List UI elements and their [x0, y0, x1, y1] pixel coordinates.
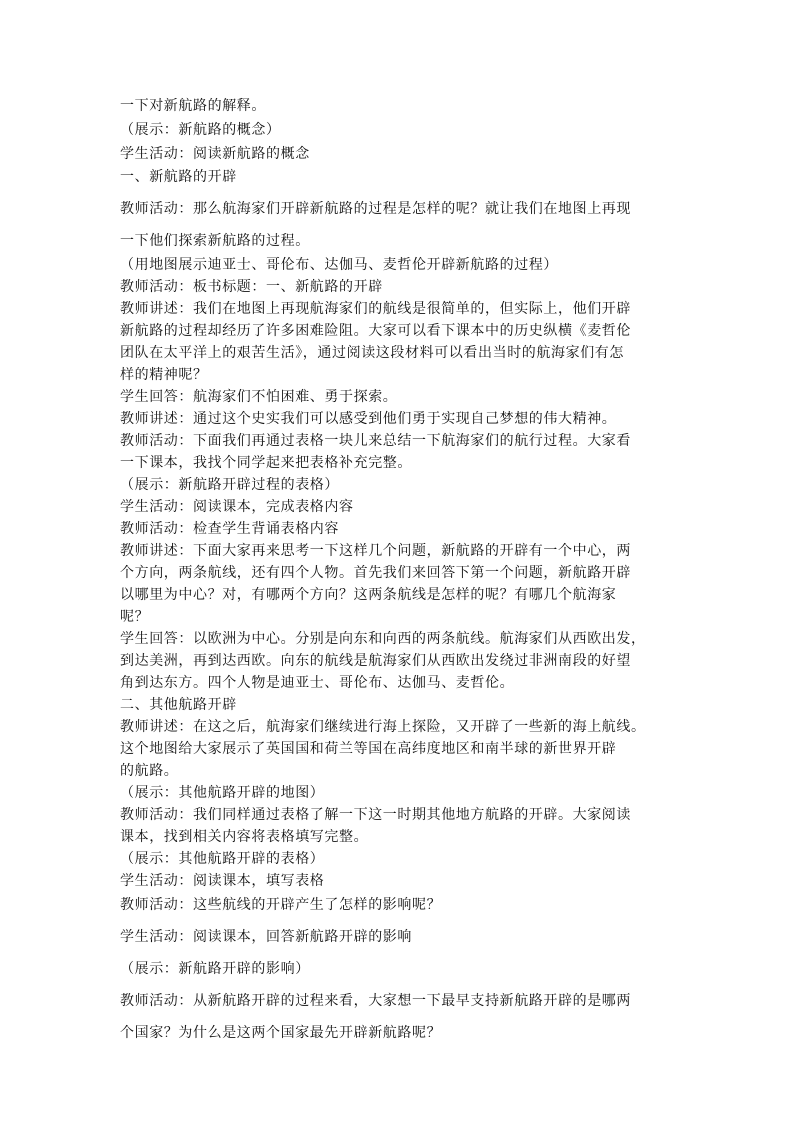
- section-heading: 二、其他航路开辟: [120, 697, 237, 713]
- text-line: 呢？: [120, 609, 150, 625]
- text-line: 教师活动：这些航线的开辟产生了怎样的影响呢？: [120, 897, 442, 913]
- text-line: 教师活动：检查学生背诵表格内容: [120, 521, 339, 537]
- text-line: 到达美洲，再到达西欧。向东的航线是航海家们从西欧出发绕过非洲南段的好望: [120, 653, 631, 669]
- text-line: 一下课本，我找个同学起来把表格补充完整。: [120, 455, 412, 471]
- text-line: 个国家？为什么是这两个国家最先开辟新航路呢？: [120, 1025, 442, 1041]
- text-line: 教师活动：我们同样通过表格了解一下这一时期其他地方航路的开辟。大家阅读: [120, 807, 631, 823]
- text-line: 学生活动：阅读新航路的概念: [120, 146, 310, 162]
- text-line: 教师活动：从新航路开辟的过程来看，大家想一下最早支持新航路开辟的是哪两: [120, 993, 631, 1009]
- text-line: （展示：新航路的概念）: [120, 122, 281, 138]
- text-line: 学生回答：以欧洲为中心。分别是向东和向西的两条航线。航海家们从西欧出发，: [120, 631, 646, 647]
- text-line: （展示：其他航路开辟的表格）: [120, 851, 325, 867]
- text-line: 一下对新航路的解释。: [120, 98, 266, 114]
- text-line: 新航路的过程却经历了许多困难险阻。大家可以看下课本中的历史纵横《麦哲伦: [120, 323, 631, 339]
- text-line: 团队在太平洋上的艰苦生活》，通过阅读这段材料可以看出当时的航海家们有怎: [120, 345, 624, 361]
- text-line: 个方向，两条航线，还有四个人物。首先我们来回答下第一个问题，新航路开辟: [120, 565, 631, 581]
- text-line: 学生回答：航海家们不怕困难、勇于探索。: [120, 389, 398, 405]
- text-line: 角到达东方。四个人物是迪亚士、哥伦布、达伽马、麦哲伦。: [120, 675, 515, 691]
- text-line: （用地图展示迪亚士、哥伦布、达伽马、麦哲伦开辟新航路的过程）: [120, 257, 558, 273]
- text-line: （展示：其他航路开辟的地图）: [120, 785, 325, 801]
- text-line: 教师讲述：通过这个史实我们可以感受到他们勇于实现自己梦想的伟大精神。: [120, 411, 617, 427]
- text-line: 一下他们探索新航路的过程。: [120, 233, 310, 249]
- section-heading: 一、新航路的开辟: [120, 169, 237, 185]
- text-line: 样的精神呢？: [120, 367, 208, 383]
- text-line: 以哪里为中心？对，有哪两个方向？这两条航线是怎样的呢？有哪几个航海家: [120, 587, 617, 603]
- text-line: 学生活动：阅读课本，回答新航路开辟的影响: [120, 929, 412, 945]
- text-line: 课本，找到相关内容将表格填写完整。: [120, 829, 369, 845]
- text-line: 的航路。: [120, 763, 179, 779]
- text-line: 教师活动：板书标题：一、新航路的开辟: [120, 279, 383, 295]
- text-line: （展示：新航路开辟过程的表格）: [120, 477, 339, 493]
- text-line: 教师活动：那么航海家们开辟新航路的过程是怎样的呢？就让我们在地图上再现: [120, 201, 631, 217]
- text-line: 这个地图给大家展示了英国国和荷兰等国在高纬度地区和南半球的新世界开辟: [120, 741, 617, 757]
- text-line: 学生活动：阅读课本，填写表格: [120, 873, 325, 889]
- text-line: 教师讲述：下面大家再来思考一下这样几个问题，新航路的开辟有一个中心，两: [120, 543, 631, 559]
- text-line: 学生活动：阅读课本，完成表格内容: [120, 499, 354, 515]
- text-line: （展示：新航路开辟的影响）: [120, 961, 310, 977]
- text-line: 教师活动：下面我们再通过表格一块儿来总结一下航海家们的航行过程。大家看: [120, 433, 631, 449]
- text-line: 教师讲述：我们在地图上再现航海家们的航线是很简单的，但实际上，他们开辟: [120, 301, 631, 317]
- text-line: 教师讲述：在这之后，航海家们继续进行海上探险，又开辟了一些新的海上航线。: [120, 719, 646, 735]
